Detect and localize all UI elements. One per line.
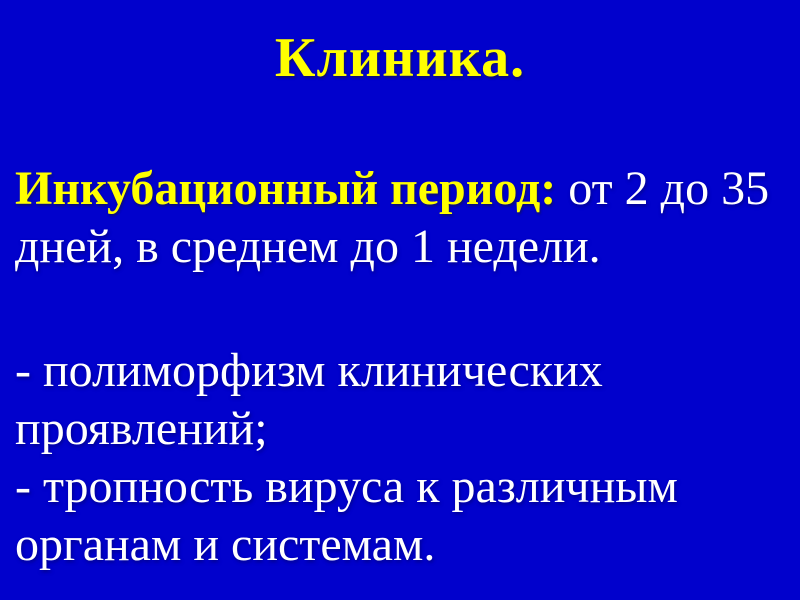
incubation-line-2: дней, в среднем до 1 недели. [15,220,601,273]
paragraph-spacer [15,276,796,342]
bullet-tropism-line-1: - тропность вируса к различным [15,460,678,513]
incubation-value-line-1: от 2 до 35 [556,162,770,215]
incubation-line-1 [15,160,796,218]
slide-title: Клиника. [274,27,526,89]
bullet-tropism-line-2: органам и системам. [15,518,436,571]
bullet-polymorphism-line-2: проявлений; [15,402,268,455]
bullet-polymorphism-line-1: - полиморфизм клинических [15,344,603,397]
slide-body [15,160,796,574]
incubation-label: Инкубационный период: [15,162,557,215]
